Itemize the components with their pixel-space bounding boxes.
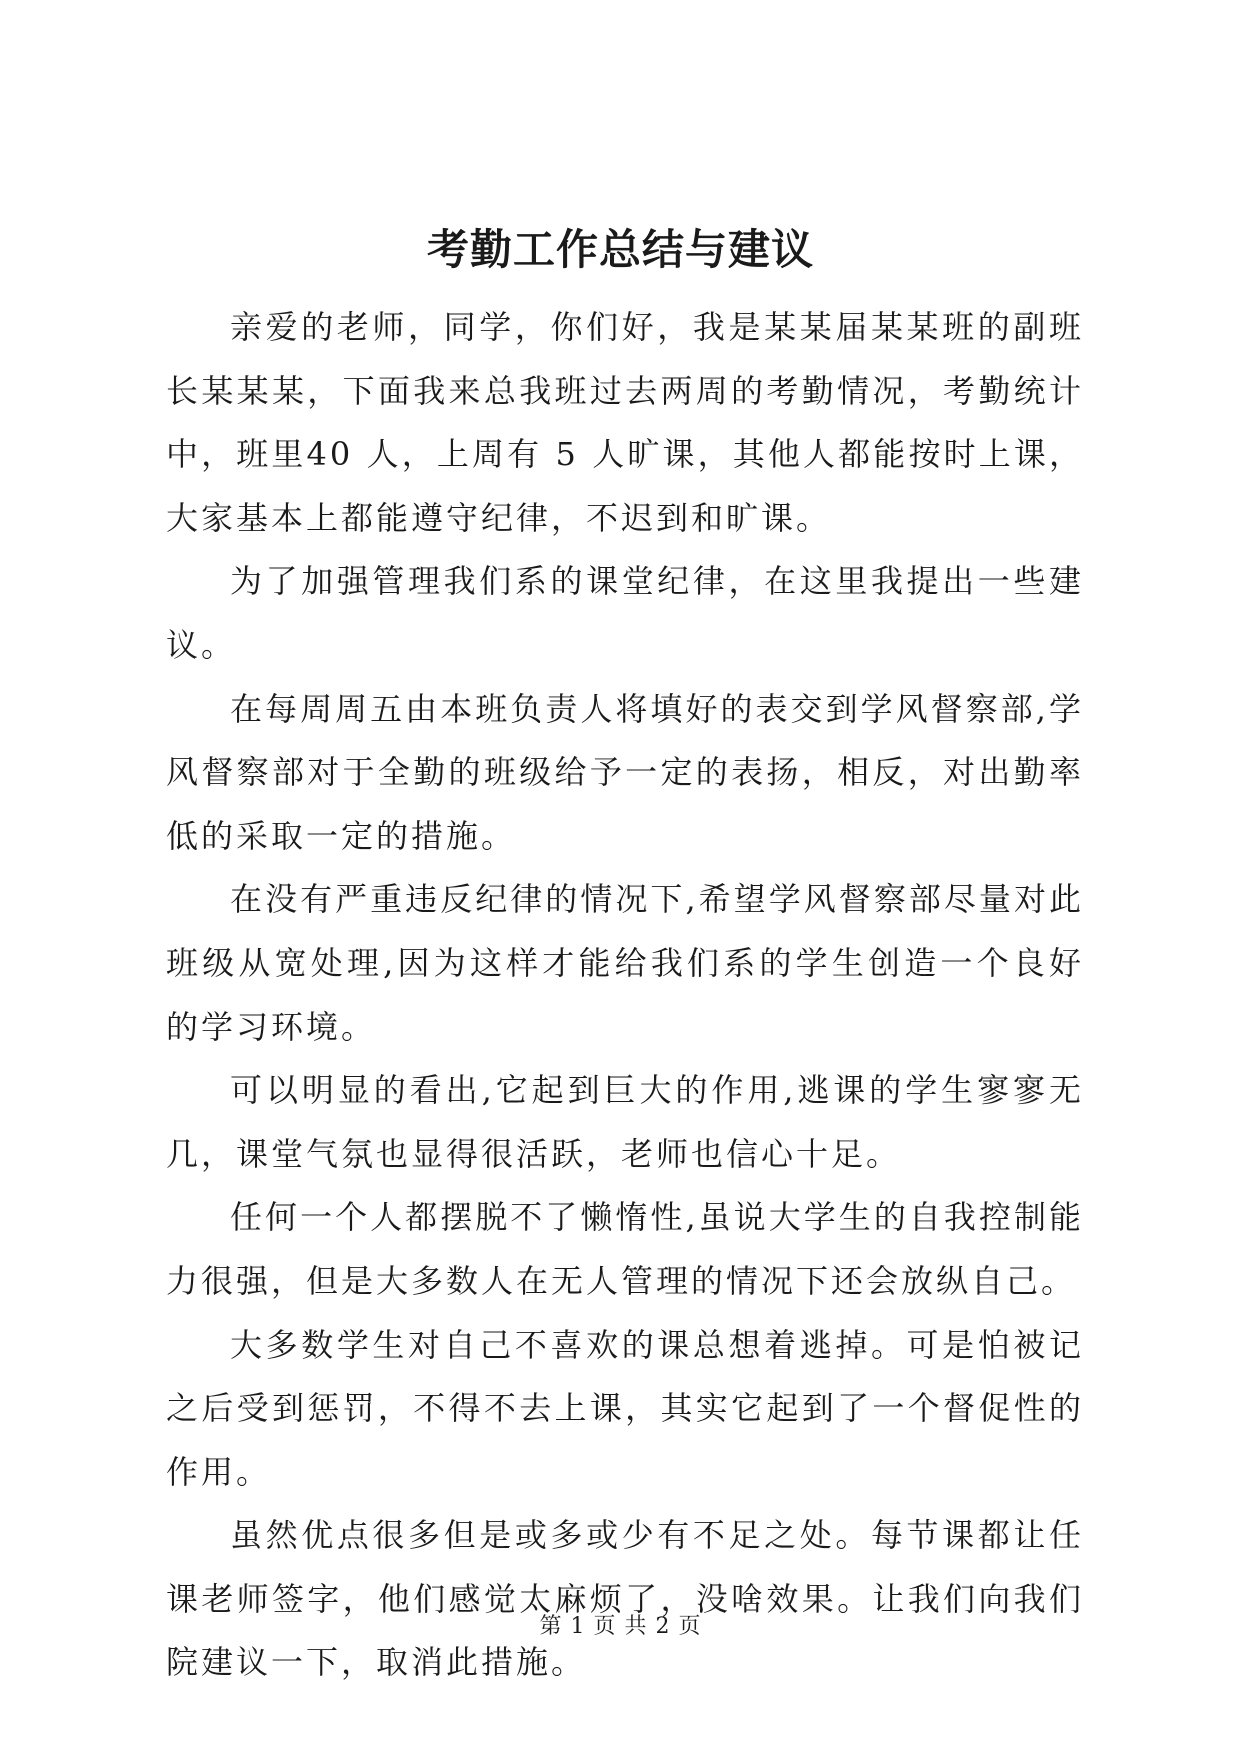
- document-body: [166, 296, 1084, 1695]
- paragraph: 在没有严重违反纪律的情况下,希望学风督察部尽量对此班级从宽处理,因为这样才能给我们系的学生创造一个良好的学习环境。: [166, 880, 1084, 1046]
- paragraph: 可以明显的看出,它起到巨大的作用,逃课的学生寥寥无几，课堂气氛也显得很活跃，老师也信心十足。: [166, 1071, 1084, 1173]
- page-number-footer: 第 1 页 共 2 页: [539, 1614, 702, 1639]
- paragraph: 在每周周五由本班负责人将填好的表交到学风督察部,学风督察部对于全勤的班级给予一定的表扬，相反，对出勤率低的采取一定的措施。: [166, 689, 1084, 855]
- document-title: 考勤工作总结与建议: [426, 225, 814, 274]
- paragraph: 亲爱的老师，同学，你们好，我是某某届某某班的副班长某某某，下面我来总我班过去两周的考勤情况，考勤统计中，班里40 人，上周有 5 人旷课，其他人都能按时上课，大家基本上都能遵守纪律，不迟到和旷课。: [166, 308, 1084, 537]
- paragraph: 大多数学生对自己不喜欢的课总想着逃掉。可是怕被记之后受到惩罚，不得不去上课，其实它起到了一个督促性的作用。: [166, 1325, 1084, 1491]
- paragraph: 为了加强管理我们系的课堂纪律，在这里我提出一些建议。: [166, 562, 1084, 664]
- paragraph: 任何一个人都摆脱不了懒惰性,虽说大学生的自我控制能力很强，但是大多数人在无人管理的情况下还会放纵自己。: [166, 1198, 1084, 1300]
- paragraph: 虽然优点很多但是或多或少有不足之处。每节课都让任课老师签字，他们感觉太麻烦了，没啥效果。让我们向我们院建议一下，取消此措施。: [166, 1516, 1084, 1682]
